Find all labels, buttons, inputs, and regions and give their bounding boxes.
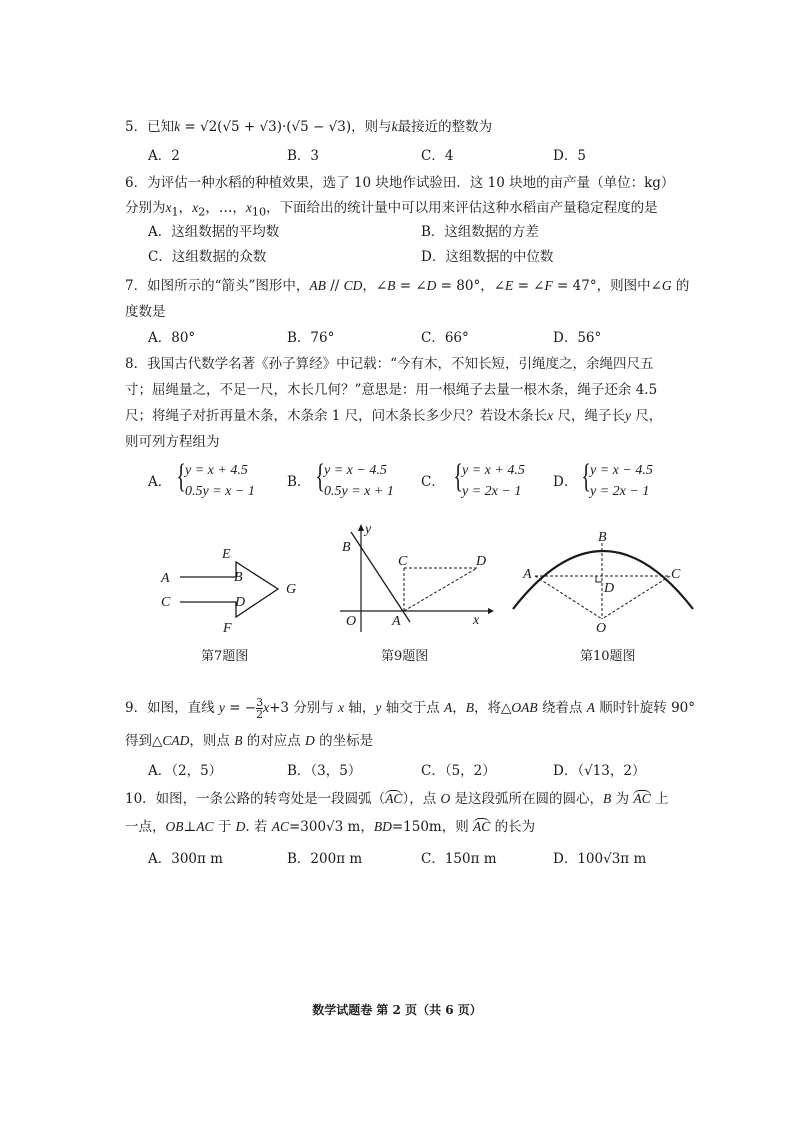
page-footer: 数学试题卷 第 2 页（共 6 页） [312, 1003, 482, 1017]
road-arc [513, 551, 693, 609]
label-O: O [596, 621, 607, 636]
q6-option-d: D．这组数据的中位数 [421, 249, 554, 265]
q8-stem-line2: 寸；屈绳量之，不足一尺，木长几何？”意思是：用一根绳子去量一根木条，绳子还余 4.5 [125, 382, 658, 398]
label-C: C [671, 567, 681, 582]
q8-option-c-system: { y = x + 4.5 y = 2x − 1 [453, 458, 525, 499]
system-row: 0.5y = x + 1 [324, 484, 394, 499]
q6-option-a: A．这组数据的平均数 [148, 224, 280, 240]
q7-stem-line2: 度数是 [125, 304, 166, 320]
line-AB [351, 532, 410, 622]
q8-option-d-letter: D． [553, 474, 578, 490]
label-F: F [223, 621, 232, 636]
q9-option-b: B．（3，5） [287, 763, 362, 779]
q9-option-d: D．（√13，2） [553, 763, 646, 779]
figure-10-arc [505, 525, 700, 637]
q5-option-b: B．3 [287, 148, 320, 164]
q8-option-d-system: { y = x − 4.5 y = 2x − 1 [581, 458, 653, 499]
figure-10-caption: 第10题图 [580, 649, 636, 664]
label-B: B [234, 570, 243, 585]
q10-option-b: B．200π m [287, 851, 363, 867]
label-x: x [473, 613, 480, 628]
q8-option-b-system: { y = x − 4.5 0.5y = x + 1 [315, 458, 394, 499]
radius-OA [535, 576, 602, 619]
figure-9-caption: 第9题图 [381, 649, 429, 664]
q8-option-a-system: { y = x + 4.5 0.5y = x − 1 [176, 458, 255, 499]
q10-stem-line1: 10．如图，一条公路的转弯处是一段圆弧（AC），点 O 是这段弧所在圆的圆心，B 为 AC 上 [125, 791, 669, 807]
q10-option-c: C．150π m [421, 851, 497, 867]
q9-stem-line2: 得到△CAD，则点 B 的对应点 D 的坐标是 [125, 733, 374, 749]
label-A: A [523, 567, 532, 582]
system-row: y = 2x − 1 [462, 484, 522, 499]
y-axis-arrow [358, 524, 364, 531]
q5-option-a: A．2 [148, 148, 180, 164]
figure-7-arrow [150, 540, 310, 640]
label-B: B [342, 540, 351, 555]
q8-option-c-letter: C． [421, 474, 445, 490]
system-row: y = 2x − 1 [590, 484, 650, 499]
label-E: E [222, 547, 231, 562]
label-O: O [346, 614, 357, 629]
q8-option-a-letter: A． [148, 474, 172, 490]
q6-option-b: B．这组数据的方差 [421, 224, 539, 240]
label-y: y [365, 522, 372, 537]
label-G: G [286, 582, 297, 597]
q7-option-d: D．56° [553, 330, 602, 346]
segment-AD [404, 568, 477, 611]
q10-option-a: A．300π m [148, 851, 223, 867]
label-C: C [398, 554, 408, 569]
label-D: D [235, 595, 246, 610]
label-B: B [598, 530, 607, 545]
q8-stem-line4: 则可列方程组为 [125, 434, 220, 450]
system-row: 0.5y = x − 1 [185, 484, 255, 499]
q7-option-a: A．80° [148, 330, 196, 346]
arrow-outline [180, 562, 278, 617]
system-row: y = x − 4.5 [324, 463, 387, 478]
q9-option-c: C．（5，2） [421, 763, 496, 779]
q8-stem-line3: 尺；将绳子对折再量木条，木条余 1 尺，问木条长多少尺？若设木条长x 尺，绳子长y 尺， [125, 408, 663, 424]
label-D: D [476, 554, 487, 569]
q8-option-b-letter: B． [287, 474, 311, 490]
figure-7-caption: 第7题图 [201, 649, 249, 664]
q7-stem-line1: 7．如图所示的“箭头”图形中，AB // CD，∠B = ∠D = 80°，∠E = ∠F = 47°，则图中∠G 的 [125, 278, 690, 294]
q5-stem: 5．已知k = √2(√5 + √3)·(√5 − √3)，则与k最接近的整数为 [125, 119, 493, 135]
label-D: D [604, 581, 615, 596]
q6-stem-line2: 分别为$x_1$，$x_2$，…，$x_{10}$，下面给出的统计量中可以用来评估这种水稻亩产量稳定程度的是 [125, 200, 658, 219]
q5-option-d: D．5 [553, 148, 586, 164]
system-row: y = x + 4.5 [185, 463, 248, 478]
q10-option-d: D．100√3π m [553, 851, 647, 867]
q5-option-c: C．4 [421, 148, 454, 164]
q6-option-c: C．这组数据的众数 [148, 249, 267, 265]
label-A: A [392, 614, 401, 629]
q7-option-c: C．66° [421, 330, 469, 346]
label-A: A [161, 571, 170, 586]
label-C: C [161, 595, 171, 610]
q7-option-b: B．76° [287, 330, 335, 346]
figure-9-graph [330, 520, 500, 635]
system-row: y = x + 4.5 [462, 463, 525, 478]
q10-stem-line2: 一点，OB⊥AC 于 D. 若 AC=300√3 m，BD=150m，则 AC 的长为 [125, 819, 536, 835]
x-axis-arrow [488, 608, 494, 614]
q9-stem-line1: 9．如图，直线 y = − $\frac{3}{2}$ x+3 分别与 x 轴，y 轴交于点 A，B，将△OAB 绕着点 A 顺时针旋转 90° [125, 696, 696, 721]
q8-stem-line1: 8．我国古代数学名著《孙子算经》中记载：“今有木，不知长短，引绳度之，余绳四尺五 [125, 356, 654, 372]
right-angle-mark [596, 576, 602, 582]
q9-option-a: A．（2，5） [148, 763, 223, 779]
system-row: y = x − 4.5 [590, 463, 653, 478]
q6-stem-line1: 6．为评估一种水稻的种植效果，选了 10 块地作试验田．这 10 块地的亩产量（单位：kg） [125, 175, 675, 191]
